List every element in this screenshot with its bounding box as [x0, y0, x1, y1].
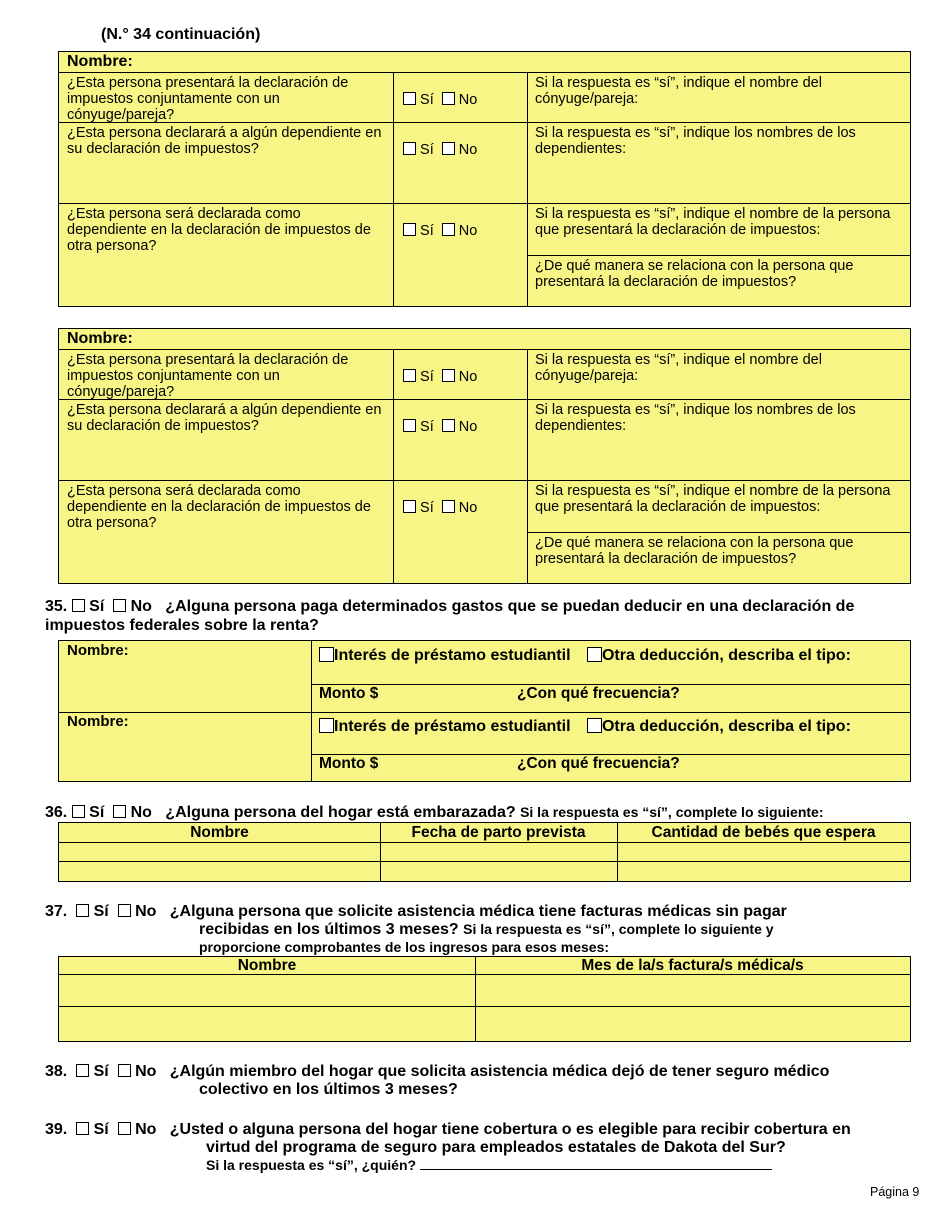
claimed-dependent-question: ¿Esta persona será declarada como dependiente en la declaración de impuestos de otra persona?	[67, 206, 371, 254]
dependents-yes-checkbox[interactable]	[403, 419, 416, 432]
name-label[interactable]: Nombre:	[67, 53, 133, 70]
claimed-dependent-yes-checkbox[interactable]	[403, 223, 416, 236]
q37-no-checkbox[interactable]	[118, 904, 131, 917]
question-39-who: Si la respuesta es “sí”, ¿quién?	[206, 1157, 772, 1173]
claimed-dependent-no-checkbox[interactable]	[442, 223, 455, 236]
q37-yes-checkbox[interactable]	[76, 904, 89, 917]
q36-yes-checkbox[interactable]	[72, 805, 85, 818]
spouse-name-field[interactable]: Si la respuesta es “sí”, indique el nombre del cónyuge/pareja:	[535, 352, 822, 384]
q35-no-checkbox[interactable]	[113, 599, 126, 612]
question-39-line2: virtud del programa de seguro para empleados estatales de Dakota del Sur?	[206, 1139, 786, 1156]
bills-col-name: Nombre	[237, 957, 297, 974]
joint-filing-no-checkbox[interactable]	[442, 369, 455, 382]
question-37: 37. Sí No ¿Alguna persona que solicite asistencia médica tiene facturas médicas sin pagar	[45, 903, 787, 920]
dependents-no-checkbox[interactable]	[442, 142, 455, 155]
joint-filing-no-checkbox[interactable]	[442, 92, 455, 105]
q35-row1-options: Interés de préstamo estudiantil Otra deducción, describa el tipo:	[319, 647, 851, 665]
q35-name-1[interactable]: Nombre:	[67, 642, 129, 659]
spouse-name-field[interactable]: Si la respuesta es “sí”, indique el nombre del cónyuge/pareja:	[535, 75, 822, 107]
pregnancy-row-2[interactable]	[59, 862, 910, 881]
pregnancy-table	[58, 822, 911, 882]
name-label[interactable]: Nombre:	[67, 330, 133, 347]
dependents-question: ¿Esta persona declarará a algún dependiente en su declaración de impuestos?	[67, 402, 382, 434]
person-tax-block	[58, 328, 911, 584]
joint-filing-options: Sí No	[403, 92, 477, 108]
question-37-line3: proporcione comprobantes de los ingresos para esos meses:	[199, 939, 610, 955]
relationship-field[interactable]: ¿De qué manera se relaciona con la persona que presentará la declaración de impuestos?	[535, 258, 854, 290]
q35-deductions-table	[58, 640, 911, 782]
other-deduction-checkbox-1[interactable]	[587, 647, 602, 662]
question-39: 39. Sí No ¿Usted o alguna persona del hogar tiene cobertura o es elegible para recibir cobertura en	[45, 1121, 851, 1138]
other-deduction-checkbox-2[interactable]	[587, 718, 602, 733]
dependents-options: Sí No	[403, 142, 477, 158]
amount-field-1[interactable]: Monto $	[319, 685, 379, 702]
page-number: Página 9	[870, 1185, 920, 1199]
continuation-heading: (N.° 34 continuación)	[101, 26, 261, 43]
medical-bills-table	[58, 956, 911, 1042]
student-loan-checkbox-2[interactable]	[319, 718, 334, 733]
dependents-names-field[interactable]: Si la respuesta es “sí”, indique los nombres de los dependientes:	[535, 125, 856, 157]
dependents-question: ¿Esta persona declarará a algún dependiente en su declaración de impuestos?	[67, 125, 382, 157]
q38-yes-checkbox[interactable]	[76, 1064, 89, 1077]
pregnancy-row-1[interactable]	[59, 843, 910, 861]
dependents-yes-checkbox[interactable]	[403, 142, 416, 155]
q35-name-2[interactable]: Nombre:	[67, 713, 129, 730]
joint-filing-question: ¿Esta persona presentará la declaración de impuestos conjuntamente con un cónyuge/pareja?	[67, 352, 349, 400]
q35-row2-options: Interés de préstamo estudiantil Otra deducción, describa el tipo:	[319, 718, 851, 736]
question-37-line2: recibidas en los últimos 3 meses? Si la respuesta es “sí”, complete lo siguiente y	[199, 921, 774, 938]
q39-no-checkbox[interactable]	[118, 1122, 131, 1135]
claimed-dependent-options: Sí No	[403, 500, 477, 516]
joint-filing-yes-checkbox[interactable]	[403, 369, 416, 382]
joint-filing-question: ¿Esta persona presentará la declaración de impuestos conjuntamente con un cónyuge/pareja?	[67, 75, 349, 123]
student-loan-checkbox-1[interactable]	[319, 647, 334, 662]
frequency-field-2[interactable]: ¿Con qué frecuencia?	[517, 755, 680, 772]
joint-filing-options: Sí No	[403, 369, 477, 385]
claimed-dependent-no-checkbox[interactable]	[442, 500, 455, 513]
question-38-line2: colectivo en los últimos 3 meses?	[199, 1081, 458, 1098]
dependents-options: Sí No	[403, 419, 477, 435]
bills-row-2[interactable]	[59, 1007, 910, 1041]
claimed-dependent-options: Sí No	[403, 223, 477, 239]
amount-field-2[interactable]: Monto $	[319, 755, 379, 772]
pregnancy-col-name: Nombre	[190, 824, 249, 841]
claimed-dependent-question: ¿Esta persona será declarada como dependiente en la declaración de impuestos de otra persona?	[67, 483, 371, 531]
frequency-field-1[interactable]: ¿Con qué frecuencia?	[517, 685, 680, 702]
filer-name-field[interactable]: Si la respuesta es “sí”, indique el nombre de la persona que presentará la declaración de impuestos:	[535, 206, 891, 238]
bills-col-month: Mes de la/s factura/s médica/s	[581, 957, 804, 974]
claimed-dependent-yes-checkbox[interactable]	[403, 500, 416, 513]
joint-filing-yes-checkbox[interactable]	[403, 92, 416, 105]
q36-no-checkbox[interactable]	[113, 805, 126, 818]
q38-no-checkbox[interactable]	[118, 1064, 131, 1077]
q39-yes-checkbox[interactable]	[76, 1122, 89, 1135]
bills-row-1[interactable]	[59, 975, 910, 1006]
question-35: 35. Sí No ¿Alguna persona paga determinados gastos que se puedan deducir en una declaración de impuestos federales sobre la renta?	[45, 598, 855, 634]
filer-name-field[interactable]: Si la respuesta es “sí”, indique el nombre de la persona que presentará la declaración de impuestos:	[535, 483, 891, 515]
q35-yes-checkbox[interactable]	[72, 599, 85, 612]
relationship-field[interactable]: ¿De qué manera se relaciona con la persona que presentará la declaración de impuestos?	[535, 535, 854, 567]
question-38: 38. Sí No ¿Algún miembro del hogar que solicita asistencia médica dejó de tener seguro médico	[45, 1063, 830, 1080]
person-tax-block	[58, 51, 911, 307]
dependents-names-field[interactable]: Si la respuesta es “sí”, indique los nombres de los dependientes:	[535, 402, 856, 434]
pregnancy-col-due-date: Fecha de parto prevista	[411, 824, 586, 841]
who-line-field[interactable]	[420, 1157, 772, 1170]
dependents-no-checkbox[interactable]	[442, 419, 455, 432]
question-36: 36. Sí No ¿Alguna persona del hogar está embarazada? Si la respuesta es “sí”, complete lo siguiente:	[45, 804, 824, 821]
pregnancy-col-babies: Cantidad de bebés que espera	[651, 824, 876, 841]
